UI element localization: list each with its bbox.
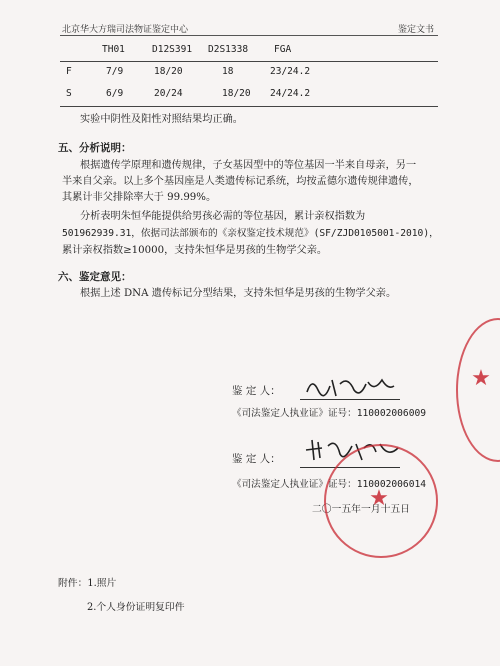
table-cell: 18 <box>222 66 234 77</box>
report-date: 二〇一五年一月十五日 <box>312 504 410 515</box>
genotype-table <box>60 40 438 106</box>
signer-label: 鉴 定 人： <box>232 453 281 465</box>
cert-number: 110002006014 <box>356 479 427 490</box>
seal-star-icon: ★ <box>471 366 491 391</box>
official-seal <box>324 444 438 558</box>
cert-number: 110002006009 <box>356 408 427 419</box>
header-rule <box>60 35 438 36</box>
attachments-label: 附件： <box>58 578 88 589</box>
col-header: D2S1338 <box>208 44 249 55</box>
control-note: 实验中阴性及阳性对照结果均正确。 <box>80 114 243 125</box>
paragraph-line: 半来自父亲。以上多个基因座是人类遗传标记系统，均按孟德尔遗传规律遗传， <box>62 176 419 187</box>
table-cell: 23/24.2 <box>270 66 311 77</box>
row-label: S <box>66 88 72 99</box>
table-cell: 7/9 <box>106 66 124 77</box>
paragraph-line: 501962939.31，依据司法部颁布的《亲权鉴定技术规范》(SF/ZJD0105001-2010)， <box>62 228 439 239</box>
cert-no-label: 证号： <box>327 408 357 419</box>
table-cell: 18/20 <box>154 66 183 77</box>
table-rule <box>60 106 438 107</box>
col-header: TH01 <box>102 44 125 55</box>
paragraph-line: 根据遗传学原理和遗传规律，子女基因型中的等位基因一半来自母亲，另一 <box>80 160 417 171</box>
cert-no-label: 证号： <box>327 479 357 490</box>
attachments <box>58 575 116 589</box>
cert-label: 《司法鉴定人执业证》 <box>232 408 328 419</box>
paragraph-line: 其累计非父排除率大于 99.99%。 <box>62 192 217 203</box>
table-cell: 24/24.2 <box>270 88 311 99</box>
attachment-item: 2.个人身份证明复印件 <box>87 602 185 613</box>
table-row <box>60 62 438 84</box>
section-5-title: 五、分析说明： <box>58 142 132 154</box>
official-seal-partial <box>456 318 500 462</box>
row-label: F <box>66 66 72 77</box>
cert-info <box>232 405 426 419</box>
paragraph-line: 分析表明朱恒华能提供给男孩必需的等位基因，累计亲权指数为 <box>80 211 366 222</box>
col-header: D12S391 <box>152 44 193 55</box>
paragraph-line: 根据上述 DNA 遗传标记分型结果，支持朱恒华是男孩的生物学父亲。 <box>80 288 397 299</box>
table-header-row <box>60 40 438 62</box>
section-6-title: 六、鉴定意见： <box>58 271 132 283</box>
table-cell: 18/20 <box>222 88 251 99</box>
col-header: FGA <box>274 44 292 55</box>
cert-label: 《司法鉴定人执业证》 <box>232 479 328 490</box>
paragraph-line: 累计亲权指数≥10000，支持朱恒华是男孩的生物学父亲。 <box>62 245 328 256</box>
header-doc-type: 鉴定文书 <box>398 25 435 35</box>
signature-1 <box>302 372 402 400</box>
attachment-item: 1.照片 <box>87 578 117 589</box>
seal-star-icon: ★ <box>369 486 389 511</box>
table-row <box>60 84 438 106</box>
header-org: 北京华大方瑞司法物证鉴定中心 <box>62 25 189 35</box>
signature-line <box>300 399 400 400</box>
table-cell: 20/24 <box>154 88 183 99</box>
signer-label: 鉴 定 人： <box>232 385 281 397</box>
table-cell: 6/9 <box>106 88 124 99</box>
